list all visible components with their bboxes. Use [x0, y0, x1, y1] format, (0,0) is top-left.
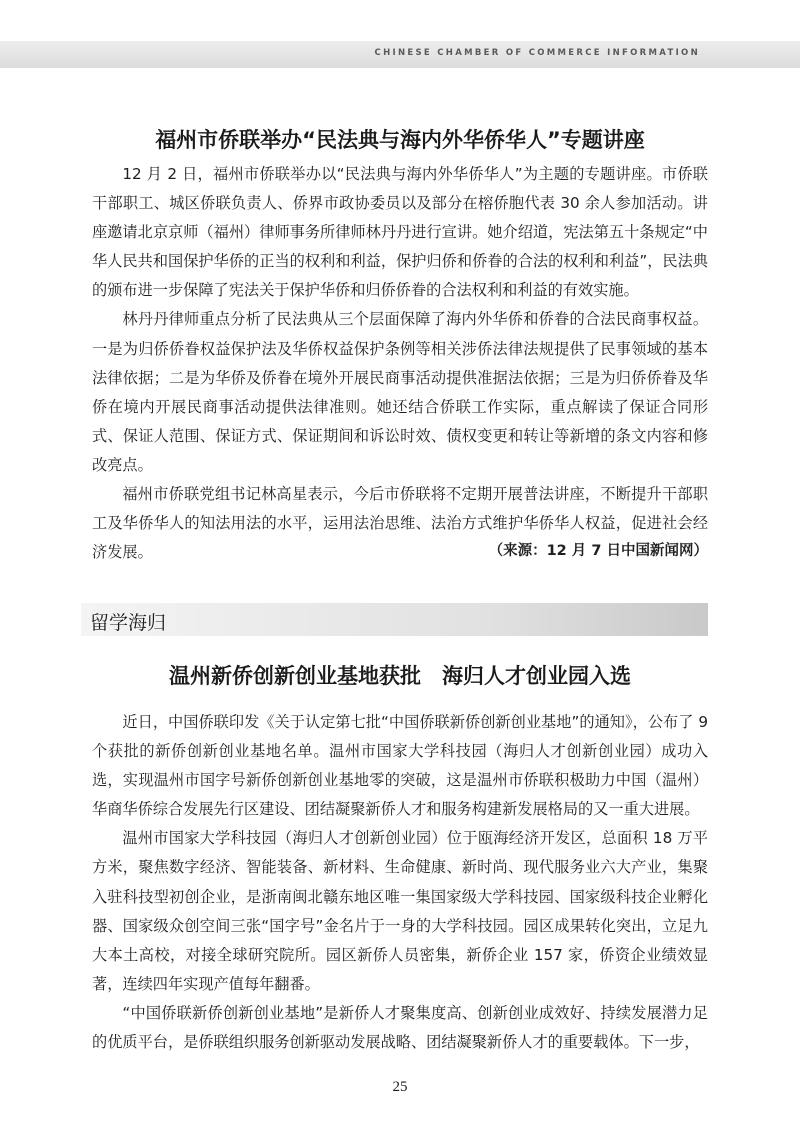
section-header [81, 603, 708, 636]
paragraph: 林丹丹律师重点分析了民法典从三个层面保障了海内外华侨和侨眷的合法民商事权益。一是为归侨侨眷权益保护法及华侨权益保护条例等相关涉侨法律法规提供了民事领域的基本法律依据；二是为华侨及侨眷在境外开展民商事活动提供准据法依据；三是为归侨侨眷及华侨在境内开展民商事活动提供法律准则。她还结合侨联工作实际，重点解读了保证合同形式、保证人范围、保证方式、保证期间和诉讼时效、债权变更和转让等新增的条文内容和修改亮点。 [92, 310, 708, 474]
paragraph: 12 月 2 日，福州市侨联举办以“民法典与海内外华侨华人”为主题的专题讲座。市侨联干部职工、城区侨联负责人、侨界市政协委员以及部分在榕侨胞代表 30 余人参加活动。讲座邀请北京京师（福州）律师事务所律师林丹丹进行宣讲。她介绍道，宪法第五十条规定“中华人民共和国保护华侨的正当的权利和利益，保护归侨和侨眷的合法的权利和利益”，民法典的颁布进一步保障了宪法关于保护华侨和归侨侨眷的合法权利和利益的有效实施。 [92, 165, 708, 300]
paragraph: “中国侨联新侨创新创业基地”是新侨人才聚集度高、创新创业成效好、持续发展潜力足的优质平台，是侨联组织服务创新驱动发展战略、团结凝聚新侨人才的重要载体。下一步， [92, 1003, 708, 1052]
page-number: 25 [392, 1079, 408, 1095]
paragraph: 福州市侨联党组书记林高星表示，今后市侨联将不定期开展普法讲座，不断提升干部职工及华侨华人的知法用法的水平，运用法治思维、法治方式维护华侨华人权益，促进社会经济发展。 [92, 485, 708, 562]
article-title: 福州市侨联举办“民法典与海内外华侨华人”专题讲座 [155, 128, 645, 152]
paragraph: 温州市国家大学科技园（海归人才创新创业园）位于瓯海经济开发区，总面积 18 万平方米，聚焦数字经济、智能装备、新材料、生命健康、新时尚、现代服务业六大产业，集聚入驻科技型初创企业，是浙南闽北赣东地区唯一集国家级大学科技园、国家级科技企业孵化器、国家级众创空间三张“国字号”金名片于一身的大学科技园。园区成果转化突出，立足九大本土高校，对接全球研究院所。园区新侨人员密集，新侨企业 157 家，侨资企业绩效显著，连续四年实现产值每年翻番。 [92, 829, 708, 993]
article-body [92, 708, 708, 1057]
header-band [0, 41, 800, 68]
source-citation: （来源：12 月 7 日中国新闻网） [488, 543, 708, 559]
paragraph: 近日，中国侨联印发《关于认定第七批“中国侨联新侨创新创业基地”的通知》，公布了 9 个获批的新侨创新创业基地名单。温州市国家大学科技园（海归人才创新创业园）成功入选，实现温州市国字号新侨创新创业基地零的突破，这是温州市侨联积极助力中国（温州）华商华侨综合发展先行区建设、团结凝聚新侨人才和服务构建新发展格局的又一重大进展。 [92, 713, 708, 819]
article-title: 温州新侨创新创业基地获批 海归人才创业园入选 [169, 664, 631, 688]
publication-header: CHINESE CHAMBER OF COMMERCE INFORMATION [374, 48, 700, 58]
article-body [92, 160, 708, 567]
section-label: 留学海归 [90, 612, 167, 634]
